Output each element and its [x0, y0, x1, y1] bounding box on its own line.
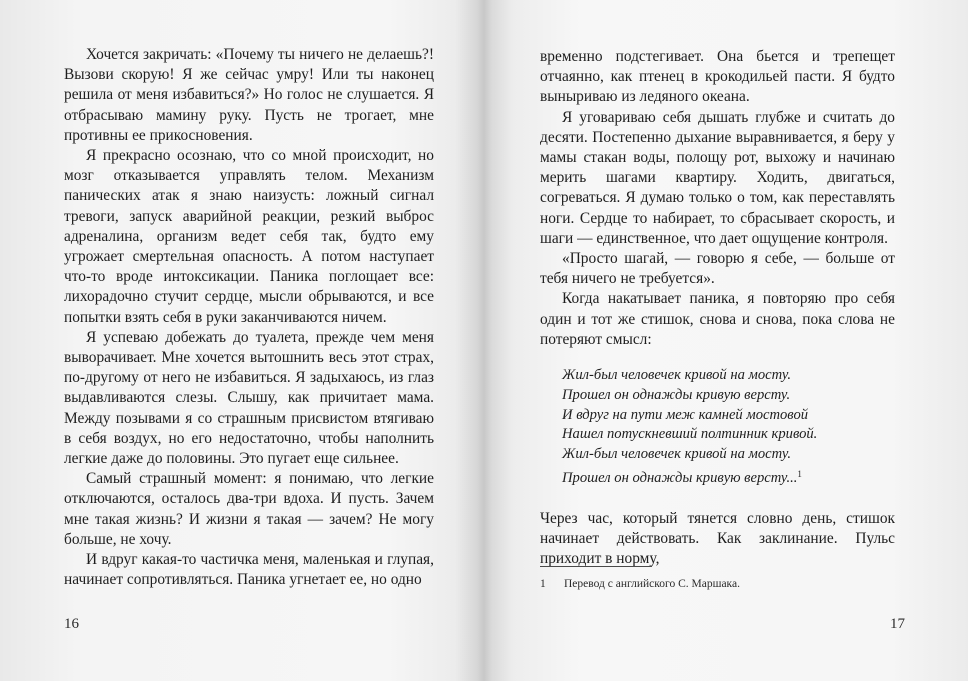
- footnote-marker: 1: [797, 469, 802, 480]
- footnote-text: Перевод с английского С. Маршака.: [564, 578, 740, 590]
- paragraph: временно подстегивает. Она бьется и трепещет отчаянно, как птенец в крокодильей пасти. Я будто выныриваю из ледяного океана.: [540, 48, 895, 106]
- poem-line: Жил-был человечек кривой на мосту.: [562, 446, 792, 463]
- right-page: [484, 0, 968, 681]
- paragraph: Хочется закричать: «Почему ты ничего не делаешь?! Вызови скорую! Я же сейчас умру! Или ты наконец решила от меня избавиться?» Но голос не слушается. Я отбрасываю мамину руку. Пусть не трогает, мне противны ее прикосновения.: [64, 46, 434, 144]
- poem-line: И вдруг на пути меж камней мостовой: [562, 406, 809, 423]
- right-page-text: [540, 47, 895, 569]
- paragraph: Я успеваю добежать до туалета, прежде чем меня выворачивает. Мне хочется вытошнить весь этот страх, по-другому от него не избавиться. Я задыхаюсь, из глаз выдавливаются слезы. Слышу, как причитает мама. Между позывами я со страшным присвистом втягиваю в себя воздух, но его недостаточно, чтобы наполнить легкие даже до половины. Это пугает еще сильнее.: [64, 328, 434, 468]
- paragraph: Я прекрасно осознаю, что со мной происходит, но мозг отказывается управлять телом. Механизм панических атак я знаю наизусть: ложный сигнал тревоги, запуск аварийной реакции, резкий выброс адреналина, организм ведет себя так, будто ему угрожает смертельная опасность. А потом наступает что-то вроде интоксикации. Паника поглощает все: лихорадочно стучит сердце, мысли обрываются, и все попытки взять себя в руки заканчиваются ничем.: [64, 147, 434, 326]
- page-number: 16: [64, 616, 79, 632]
- paragraph: «Просто шагай, — говорю я себе, — больше от тебя ничего не требуется».: [540, 250, 895, 288]
- page-number: 17: [890, 616, 905, 632]
- paragraph: И вдруг какая-то частичка меня, маленькая и глупая, начинает сопротивляться. Паника угнетает ее, но одно: [64, 551, 434, 589]
- paragraph: Самый страшный момент: я понимаю, что легкие отключаются, осталось два-три вдоха. И пусть. Зачем мне такая жизнь? И жизни я такая — зачем? Не могу больше, не хочу.: [64, 470, 434, 548]
- poem: [562, 366, 895, 489]
- footnote-divider: [540, 566, 652, 567]
- left-page-text: [64, 45, 434, 590]
- poem-line: Прошел он однажды кривую версту.: [562, 386, 791, 403]
- poem-line: Жил-был человечек кривой на мосту.: [562, 367, 792, 384]
- paragraph: Я уговариваю себя дышать глубже и считать до десяти. Постепенно дыхание выравнивается, я беру у мамы стакан воды, полощу рот, выхожу и начинаю мерить шагами квартиру. Ходить, двигаться, согреваться. Я думаю только о том, как переставлять ноги. Сердце то набирает, то сбрасывает скорость, и шаги — единственное, что дает ощущение контроля.: [540, 108, 895, 247]
- paragraph: Когда накатывает паника, я повторяю про себя один и тот же стишок, снова и снова, пока слова не потеряют смысл:: [540, 290, 895, 348]
- poem-line-last: [562, 465, 895, 489]
- poem-line: Нашел потускневший полтинник кривой.: [562, 426, 818, 443]
- footnote: [540, 578, 740, 590]
- footnote-number: 1: [540, 578, 546, 590]
- poem-line-text: Прошел он однажды кривую версту...: [562, 470, 798, 487]
- paragraph: Через час, который тянется словно день, стишок начинает действовать. Как заклинание. Пульс приходит в норму,: [540, 509, 895, 568]
